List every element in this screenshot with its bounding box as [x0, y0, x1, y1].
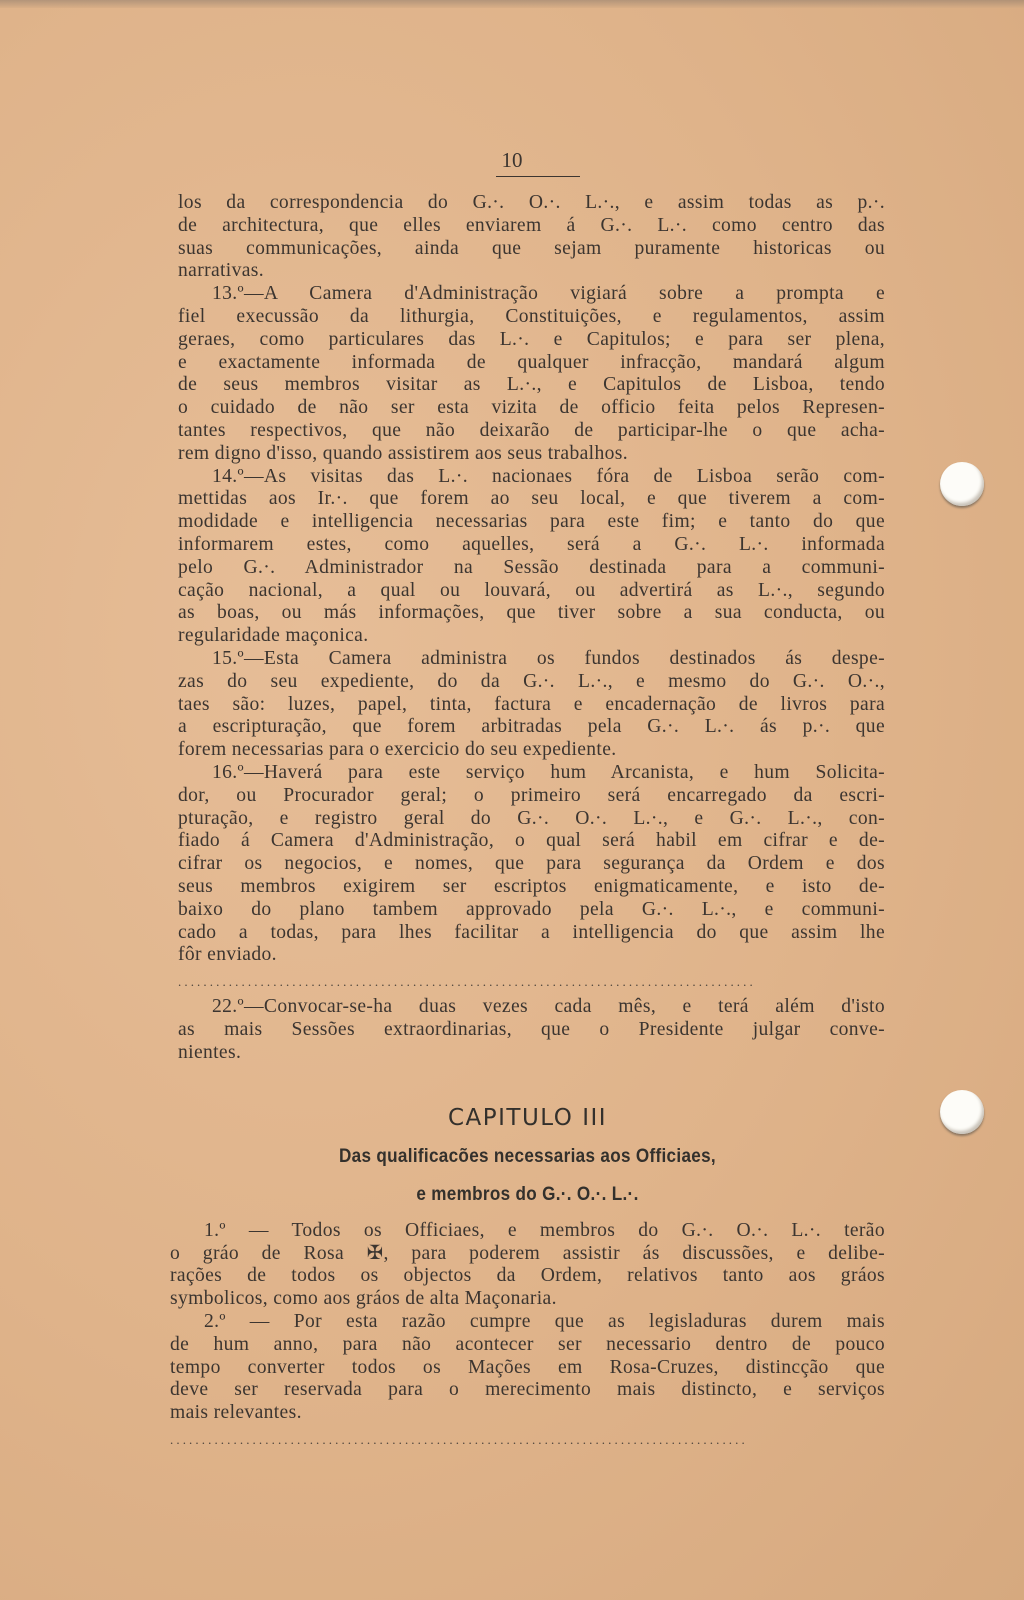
paragraph-line: modidade e intelligencia necessarias para este fim; e tanto do que — [178, 511, 885, 533]
chapter-paragraph-line: rações de todos os objectos da Ordem, relativos tanto aos gráos — [170, 1265, 885, 1287]
paragraph-line: suas communicações, ainda que sejam puramente historicas ou — [178, 237, 885, 259]
paragraph — [178, 466, 885, 648]
chapter-section — [170, 1107, 885, 1454]
body-text — [178, 192, 885, 1064]
chapter-paragraph-line: 1.º — Todos os Officiaes, e membros do G.·. O.·. L.·. terão — [204, 1219, 885, 1241]
paragraph-line: geraes, como particulares das L.·. e Capitulos; e para ser plena, — [178, 328, 885, 350]
paragraph-22-line: 22.º—Convocar-se-ha duas vezes cada mês, e terá além d'isto — [212, 996, 885, 1018]
paragraph-line: los da correspondencia do G.·. O.·. L.·., e assim todas as p.·. — [178, 192, 885, 213]
paragraph-line: 15.º—Esta Camera administra os fundos destinados ás despe- — [212, 647, 885, 669]
paragraph-line: informarem estes, como aquelles, será a G.·. L.·. informada — [178, 533, 885, 555]
paragraph-line: as boas, ou más informações, que tiver sobre a sua conducta, ou — [178, 602, 885, 624]
paragraph-line: cado a todas, para lhes facilitar a intelligencia do que assim lhe — [178, 921, 885, 943]
paragraph-line: 16.º—Haverá para este serviço hum Arcanista, e hum Solicita- — [212, 761, 885, 783]
paragraph-line: narrativas. — [178, 260, 264, 282]
page-top-edge — [0, 0, 1024, 8]
chapter-title: CAPITULO III — [447, 1105, 608, 1131]
paragraph-line: a escripturação, que forem arbitradas pela G.·. L.·. ás p.·. que — [178, 716, 885, 738]
paragraph-line: 13.º—A Camera d'Administração vigiará sobre a prompta e — [212, 283, 885, 305]
paragraph-line: fiel execussão da lithurgia, Constituições, e regulamentos, assim — [178, 305, 885, 327]
chapter-paragraph — [170, 1220, 885, 1311]
chapter-paragraph-line: mais relevantes. — [170, 1402, 302, 1424]
paragraph-22-line: nientes. — [178, 1041, 242, 1063]
paragraph-line: pelo G.·. Administrador na Sessão destinada para a communi- — [178, 556, 885, 578]
page-number: 10 — [501, 148, 523, 172]
paragraph-line: o cuidado de não ser esta vizita de officio feita pelos Represen- — [178, 397, 885, 419]
paragraph-line: cifrar os negocios, e nomes, que para segurança da Ordem e dos — [178, 853, 885, 875]
chapter-subtitle-line-1: Das qualificacões necessarias aos Officiaes, — [339, 1145, 716, 1167]
paragraph-22 — [178, 996, 885, 1064]
paragraph-line: regularidade maçonica. — [178, 625, 369, 647]
paragraph-line: seus membros exigirem ser escriptos enigmaticamente, e isto de- — [178, 875, 885, 897]
paragraph-line: pturação, e registro geral do G.·. O.·. L.·., e G.·. L.·., con- — [178, 807, 885, 829]
paragraph — [178, 648, 885, 762]
chapter-paragraph-line: deve ser reservada para o merecimento mais distincto, e serviços — [170, 1379, 885, 1401]
paragraph-line: baixo do plano tambem approvado pela G.·. L.·., e communi- — [178, 898, 885, 920]
paragraph-line: fôr enviado. — [178, 944, 277, 966]
paragraph-line: rem digno d'isso, quando assistirem aos seus trabalhos. — [178, 442, 628, 464]
chapter-paragraph-line: 2.º — Por esta razão cumpre que as legisladuras durem mais — [204, 1310, 885, 1332]
paragraph-line: tantes respectivos, que não deixarão de participar-lhe o que acha- — [178, 419, 885, 441]
paragraph-line: forem necessarias para o exercicio do seu expediente. — [178, 739, 617, 761]
paragraph-line: cação nacional, a qual ou louvará, ou advertirá as L.·., segundo — [178, 579, 885, 601]
ellipsis-separator: ........................................................................................... — [178, 974, 756, 990]
paragraph-line: de seus membros visitar as L.·., e Capitulos de Lisboa, tendo — [178, 374, 885, 396]
chapter-paragraph-line: tempo converter todos os Mações em Rosa-Cruzes, distincção que — [170, 1356, 885, 1378]
paragraph — [178, 762, 885, 967]
page-number-underline — [496, 176, 580, 177]
paragraph-22-line: as mais Sessões extraordinarias, que o Presidente julgar conve- — [178, 1018, 885, 1040]
ellipsis-separator: ........................................................................................... — [170, 1431, 748, 1447]
paragraph-line: 14.º—As visitas das L.·. nacionaes fóra de Lisboa serão com- — [212, 465, 885, 487]
paragraph-line: mettidas aos Ir.·. que forem ao seu local, e que tiverem a com- — [178, 488, 885, 510]
chapter-paragraph-line: symbolicos, como aos gráos de alta Maçonaria. — [170, 1288, 557, 1310]
binding-hole — [940, 462, 984, 506]
chapter-paragraph — [170, 1311, 885, 1425]
paragraph-line: dor, ou Procurador geral; o primeiro será encarregado da escri- — [178, 784, 885, 806]
paragraph — [178, 192, 885, 283]
paragraph-line: fiado á Camera d'Administração, o qual será habil em cifrar e de- — [178, 830, 885, 852]
paragraph-line: e exactamente informada de qualquer infracção, mandará algum — [178, 351, 885, 373]
paragraph-line: taes são: luzes, papel, tinta, factura e encadernação de livros para — [178, 693, 885, 715]
binding-hole — [940, 1090, 984, 1134]
chapter-paragraph-line: o gráo de Rosa ✠, para poderem assistir ás discussões, e delibe- — [170, 1242, 885, 1264]
chapter-subtitle-line-2: e membros do G.·. O.·. L.·. — [416, 1183, 639, 1205]
paragraph-line: de architectura, que elles enviarem á G.·. L.·. como centro das — [178, 214, 885, 236]
paragraph — [178, 283, 885, 465]
chapter-paragraph-line: de hum anno, para não acontecer ser necessario dentro de pouco — [170, 1333, 885, 1355]
paragraph-line: zas do seu expediente, do da G.·. L.·., e mesmo do G.·. O.·., — [178, 670, 885, 692]
